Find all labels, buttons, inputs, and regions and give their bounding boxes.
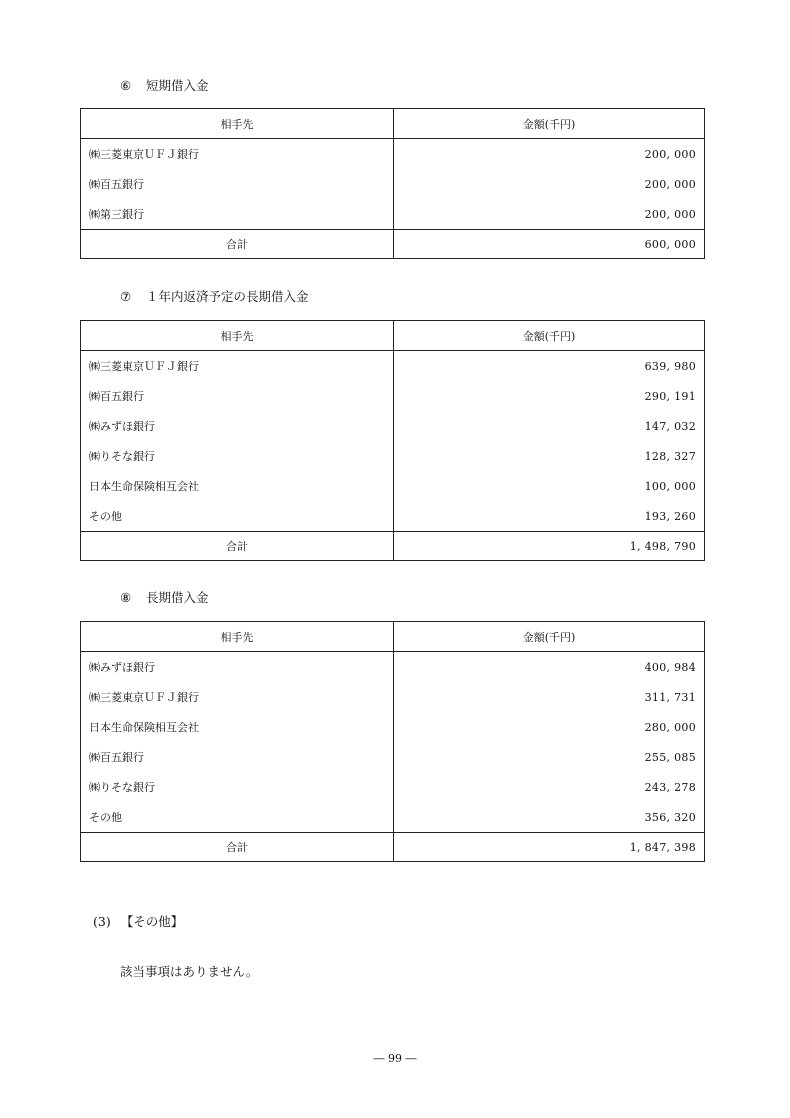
section-marker: ⑧: [120, 590, 132, 605]
table-row: [81, 199, 705, 230]
table-row: [81, 802, 705, 833]
other-section-title: 【その他】: [120, 914, 184, 929]
row-amount: 255, 085: [644, 750, 696, 764]
section-heading-short-term-loans: [120, 76, 209, 94]
table-row: [81, 351, 705, 382]
row-name: ㈱百五銀行: [81, 169, 394, 199]
table-row: [81, 501, 705, 532]
table-row: [81, 742, 705, 772]
table-row: [81, 471, 705, 501]
row-amount: 243, 278: [644, 780, 696, 794]
row-amount: 400, 984: [644, 660, 696, 674]
section-title: 短期借入金: [146, 78, 209, 93]
total-amount: 600, 000: [394, 230, 705, 259]
row-name: ㈱りそな銀行: [81, 772, 394, 802]
row-name: ㈱三菱東京ＵＦＪ銀行: [81, 139, 394, 170]
row-amount: 147, 032: [644, 419, 696, 433]
other-section-number: (3): [93, 914, 111, 929]
row-name: その他: [81, 501, 394, 532]
row-amount: 128, 327: [644, 449, 696, 463]
page-number: ― 99 ―: [373, 1052, 417, 1065]
table-row: [81, 381, 705, 411]
table-row: [81, 139, 705, 170]
table-row: [81, 712, 705, 742]
row-name: ㈱百五銀行: [81, 742, 394, 772]
section-marker: ⑥: [120, 78, 132, 93]
row-name: ㈱三菱東京ＵＦＪ銀行: [81, 682, 394, 712]
row-amount: 200, 000: [644, 147, 696, 161]
row-amount: 200, 000: [644, 177, 696, 191]
header-amount: 金額(千円): [394, 321, 705, 351]
row-name: その他: [81, 802, 394, 833]
table-total-row: [81, 833, 705, 862]
section-heading-current-long-term-loans: [120, 287, 309, 305]
section-heading-long-term-loans: [120, 588, 209, 606]
total-label: 合計: [81, 230, 394, 259]
other-section-heading: [93, 912, 183, 930]
row-name: ㈱みずほ銀行: [81, 652, 394, 683]
total-amount: 1, 498, 790: [394, 532, 705, 561]
row-name: ㈱百五銀行: [81, 381, 394, 411]
long-term-loans-table: [80, 621, 705, 862]
total-amount: 1, 847, 398: [394, 833, 705, 862]
table-row: [81, 682, 705, 712]
table-header-row: [81, 321, 705, 351]
current-long-term-loans-table: [80, 320, 705, 561]
row-name: ㈱第三銀行: [81, 199, 394, 230]
table-row: [81, 441, 705, 471]
table-row: [81, 652, 705, 683]
row-amount: 639, 980: [644, 359, 696, 373]
table-header-row: [81, 109, 705, 139]
section-title: 長期借入金: [146, 590, 209, 605]
row-name: ㈱りそな銀行: [81, 441, 394, 471]
table-row: [81, 772, 705, 802]
table-total-row: [81, 230, 705, 259]
short-term-loans-table: [80, 108, 705, 259]
table-header-row: [81, 622, 705, 652]
row-amount: 100, 000: [644, 479, 696, 493]
section-marker: ⑦: [120, 289, 132, 304]
header-amount: 金額(千円): [394, 109, 705, 139]
other-section-note: 該当事項はありません。: [120, 964, 259, 979]
row-amount: 311, 731: [644, 690, 696, 704]
header-counterparty: 相手先: [81, 622, 394, 652]
section-title: １年内返済予定の長期借入金: [146, 289, 309, 304]
table-row: [81, 411, 705, 441]
row-amount: 356, 320: [644, 810, 696, 824]
table-total-row: [81, 532, 705, 561]
row-name: ㈱みずほ銀行: [81, 411, 394, 441]
table-row: [81, 169, 705, 199]
row-amount: 193, 260: [644, 509, 696, 523]
row-name: 日本生命保険相互会社: [81, 471, 394, 501]
total-label: 合計: [81, 833, 394, 862]
row-amount: 200, 000: [644, 207, 696, 221]
header-counterparty: 相手先: [81, 109, 394, 139]
row-amount: 280, 000: [644, 720, 696, 734]
header-counterparty: 相手先: [81, 321, 394, 351]
header-amount: 金額(千円): [394, 622, 705, 652]
total-label: 合計: [81, 532, 394, 561]
row-name: ㈱三菱東京ＵＦＪ銀行: [81, 351, 394, 382]
row-name: 日本生命保険相互会社: [81, 712, 394, 742]
row-amount: 290, 191: [644, 389, 696, 403]
